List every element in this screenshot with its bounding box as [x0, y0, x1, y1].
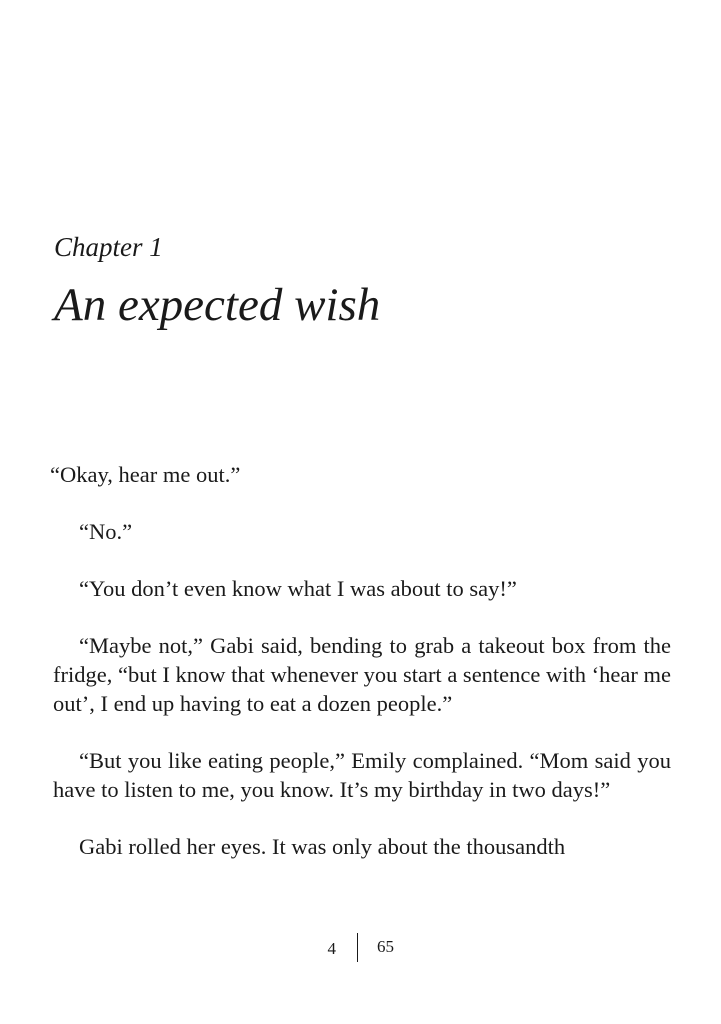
paragraph: “You don’t even know what I was about to say!” [79, 576, 517, 601]
paragraph: “Maybe not,” Gabi said, bending to grab a takeout box from the fridge, “but I know that whenever you start a sentence with ‘hear me out’, I end up having to eat a dozen people.” [53, 633, 671, 716]
total-page-count: 65 [377, 937, 394, 956]
chapter-label: Chapter 1 [54, 232, 163, 262]
paragraph: “But you like eating people,” Emily complained. “Mom said you have to listen to me, you know. It’s my birthday in two days!” [53, 748, 671, 802]
chapter-title: An expected wish [54, 279, 381, 331]
paragraph: “Okay, hear me out.” [50, 462, 241, 487]
chapter-body [50, 460, 671, 861]
page-footer [0, 933, 721, 963]
paragraph: “No.” [79, 519, 133, 544]
page-divider [357, 933, 358, 962]
current-page-number: 4 [327, 939, 336, 958]
paragraph: Gabi rolled her eyes. It was only about the thousandth [79, 834, 566, 859]
